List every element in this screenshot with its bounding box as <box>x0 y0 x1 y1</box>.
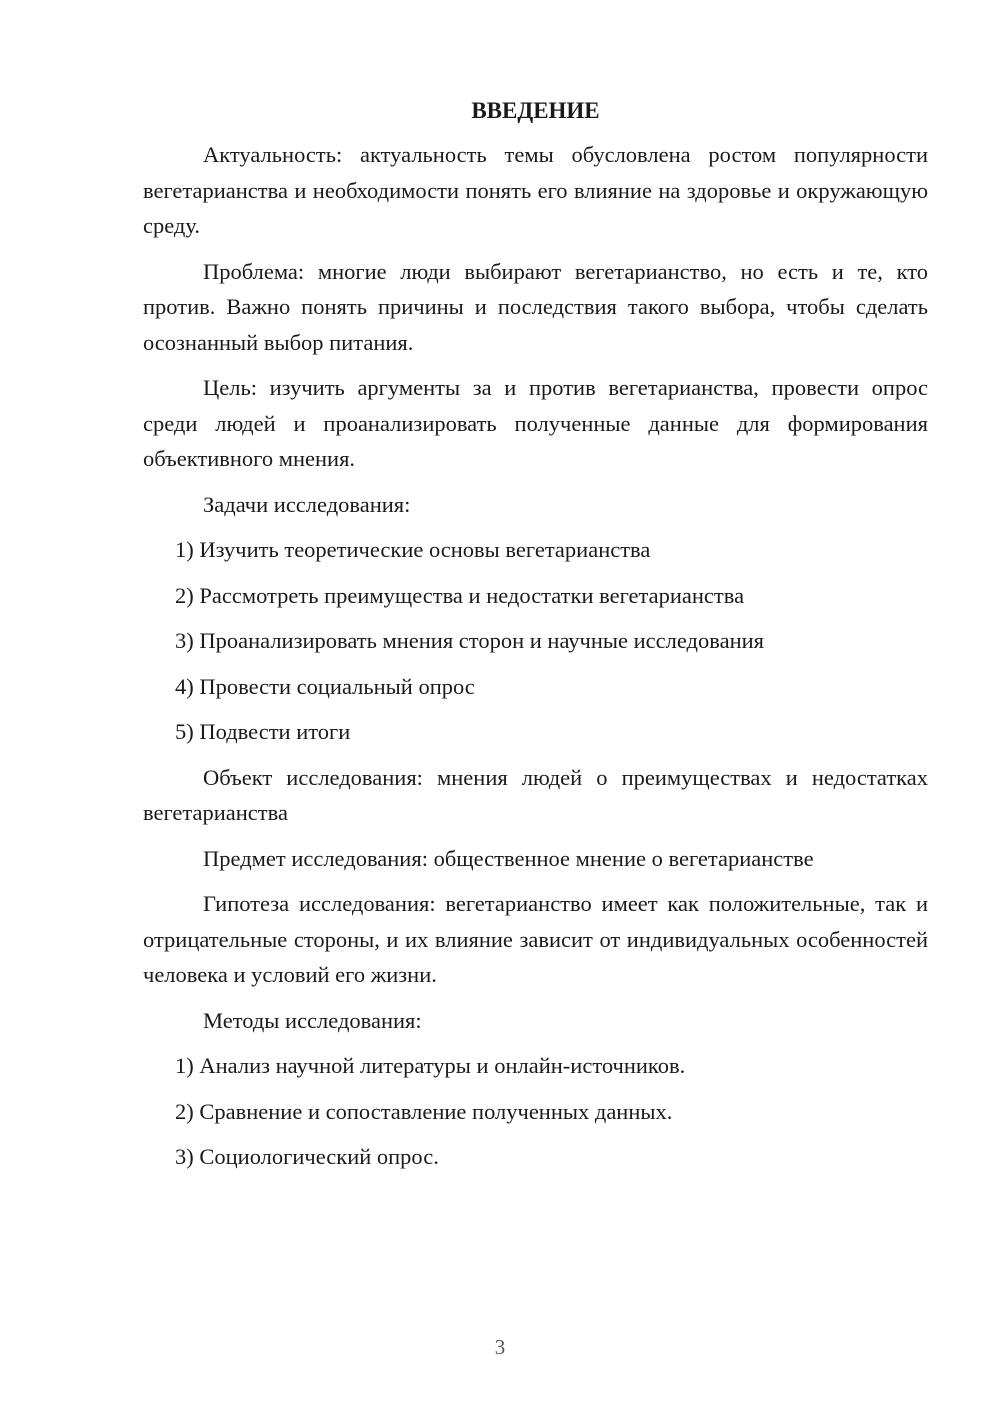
method-item-3: 3) Социологический опрос. <box>175 1144 439 1169</box>
methods-heading: Методы исследования: <box>203 1007 422 1033</box>
relevance-paragraph: Актуальность: актуальность темы обусловлена ростом популярности вегетарианства и необходимости понять его влияние на здоровье и окружающую среду. <box>143 142 928 238</box>
document-body <box>143 94 928 1185</box>
goal-paragraph: Цель: изучить аргументы за и против вегетарианства, провести опрос среди людей и проанализировать полученные данные для формирования объективного мнения. <box>143 375 928 471</box>
subject-paragraph: Предмет исследования: общественное мнение о вегетарианстве <box>203 845 814 871</box>
task-item-3: 3) Проанализировать мнения сторон и научные исследования <box>175 628 764 653</box>
task-item-2: 2) Рассмотреть преимущества и недостатки вегетарианства <box>175 582 745 608</box>
method-item-1: 1) Анализ научной литературы и онлайн-источников. <box>175 1053 686 1078</box>
hypothesis-paragraph: Гипотеза исследования: вегетарианство имеет как положительные, так и отрицательные стороны, и их влияние зависит от индивидуальных особенностей человека и условий его жизни. <box>143 891 928 987</box>
section-title: ВВЕДЕНИЕ <box>471 98 600 123</box>
task-item-4: 4) Провести социальный опрос <box>175 673 475 699</box>
task-item-1: 1) Изучить теоретические основы вегетарианства <box>175 537 651 562</box>
page-number: 3 <box>494 1335 506 1359</box>
object-paragraph: Объект исследования: мнения людей о преимуществах и недостатках вегетарианства <box>143 764 928 825</box>
method-item-2: 2) Сравнение и сопоставление полученных данных. <box>175 1098 673 1124</box>
problem-paragraph: Проблема: многие люди выбирают вегетарианство, но есть и те, кто против. Важно понять причины и последствия такого выбора, чтобы сделать осознанный выбор питания. <box>143 258 928 355</box>
task-item-5: 5) Подвести итоги <box>175 719 351 744</box>
tasks-heading: Задачи исследования: <box>203 491 411 517</box>
